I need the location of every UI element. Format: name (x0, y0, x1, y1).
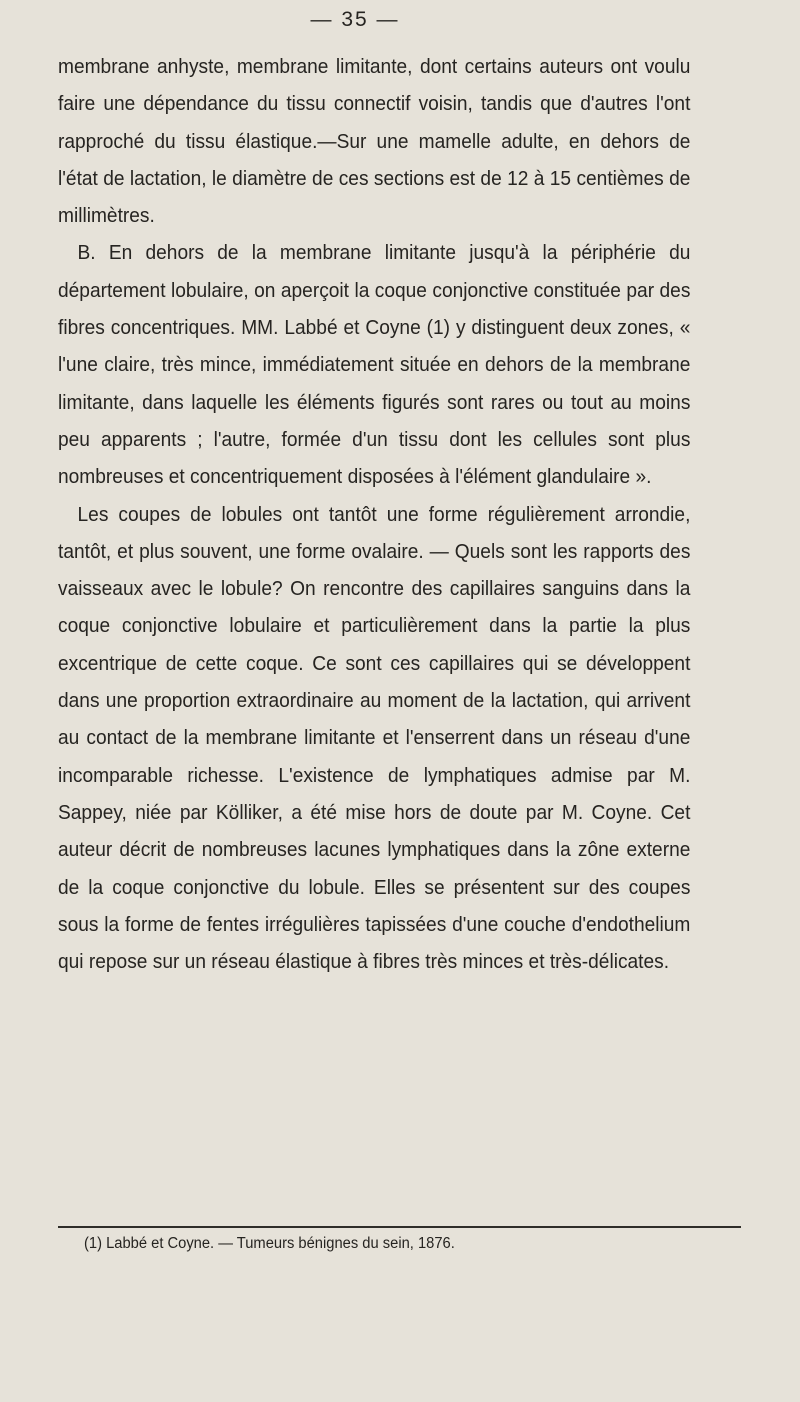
footnote-divider (58, 1226, 741, 1228)
body-text (58, 48, 690, 980)
paragraph-section-b: B. En dehors de la membrane limitante jusqu'à la périphérie du département lobulaire, on aperçoit la coque conjonctive constituée par des fibres concentriques. MM. Labbé et Coyne (1) y distinguent deux zones, « l'une claire, très mince, immédiatement située en dehors de la membrane limitante, dans laquelle les éléments figurés sont rares ou tout au moins peu apparents ; l'autre, formée d'un tissu dont les cellules sont plus nombreuses et concentriquement disposées à l'élément glandulaire ». (58, 241, 691, 489)
footnote: (1) Labbé et Coyne. — Tumeurs bénignes du sein, 1876. (84, 1235, 455, 1252)
page-number: — 35 — (310, 8, 400, 31)
paragraph-lobule-shapes: Les coupes de lobules ont tantôt une forme régulièrement arrondie, tantôt, et plus souvent, une forme ovalaire. — Quels sont les rapports des vaisseaux avec le lobule? On rencontre des capillaires sanguins dans la coque conjonctive lobulaire et particulièrement dans la partie la plus excentrique de cette coque. Ce sont ces capillaires qui se développent dans une proportion extraordinaire au moment de la lactation, qui arrivent au contact de la membrane limitante et l'enserrent dans un réseau d'une incomparable richesse. L'existence de lymphatiques admise par M. Sappey, niée par Kölliker, a été mise hors de doute par M. Coyne. Cet auteur décrit de nombreuses lacunes lymphatiques dans la zône externe de la coque conjonctive du lobule. Elles se présentent sur des coupes sous la forme de fentes irrégulières tapissées d'une couche d'endothelium qui repose sur un réseau élastique à fibres très minces et très-délicates. (58, 502, 691, 974)
paragraph-continuation: membrane anhyste, membrane limitante, dont certains auteurs ont voulu faire une dépendance du tissu connectif voisin, tandis que d'autres l'ont rapproché du tissu élastique.—Sur une mamelle adulte, en dehors de l'état de lactation, le diamètre de ces sections est de 12 à 15 centièmes de millimètres. (58, 55, 691, 228)
